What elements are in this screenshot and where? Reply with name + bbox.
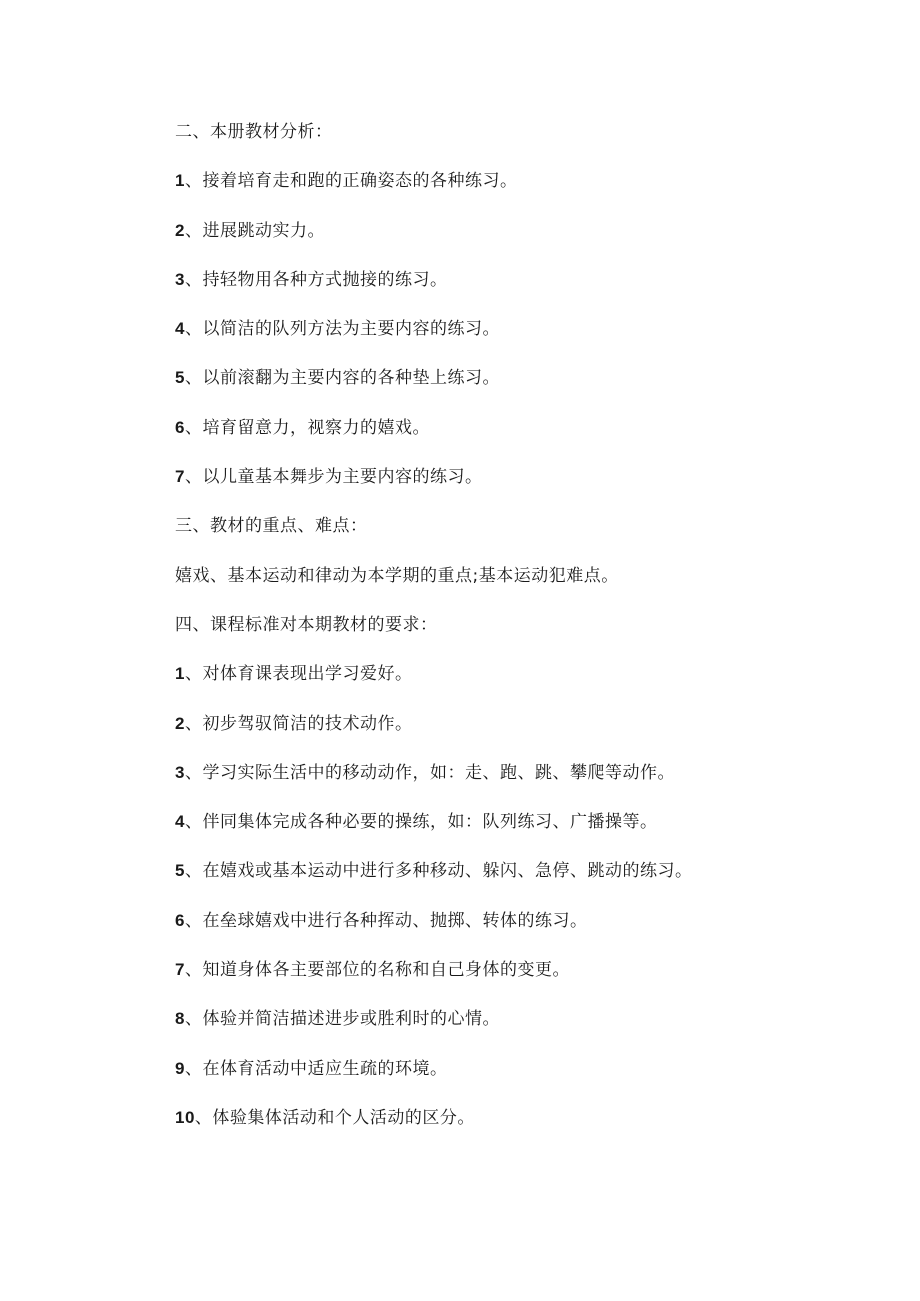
item-text: 、持轻物用各种方式抛接的练习。	[184, 269, 448, 290]
item-text: 、在体育活动中适应生疏的环境。	[184, 1058, 448, 1079]
list-item	[175, 1003, 875, 1052]
item-number: 6	[175, 417, 185, 437]
item-text: 、以儿童基本舞步为主要内容的练习。	[184, 467, 483, 488]
list-item	[175, 954, 875, 1003]
item-text: 、知道身体各主要部位的名称和自己身体的变更。	[184, 960, 570, 981]
list-item	[175, 855, 875, 904]
list-item	[175, 757, 875, 806]
item-number: 5	[175, 861, 185, 881]
list-item	[175, 658, 875, 707]
item-text: 、接着培育走和跑的正确姿态的各种练习。	[184, 171, 518, 192]
list-item	[175, 1053, 875, 1102]
item-number: 6	[175, 910, 185, 930]
item-text: 、体验并简洁描述进步或胜利时的心情。	[184, 1009, 500, 1030]
item-number: 9	[175, 1058, 185, 1078]
item-text: 、初步驾驭简洁的技术动作。	[184, 713, 413, 734]
item-number: 5	[175, 368, 185, 388]
item-number: 3	[175, 762, 185, 782]
section-2-heading: 二、本册教材分析：	[175, 122, 333, 142]
section-3-heading: 三、教材的重点、难点：	[175, 516, 368, 537]
item-number: 4	[175, 319, 185, 339]
item-text: 、学习实际生活中的移动动作，如：走、跑、跳、攀爬等动作。	[184, 762, 675, 783]
item-text: 、进展跳动实力。	[184, 220, 325, 241]
item-number: 2	[175, 713, 185, 733]
item-number: 1	[175, 664, 185, 684]
list-item	[175, 313, 875, 362]
list-item	[175, 1102, 875, 1151]
item-text: 、以前滚翻为主要内容的各种垫上练习。	[184, 368, 500, 389]
item-text: 、培育留意力，视察力的嬉戏。	[184, 417, 430, 438]
list-item	[175, 215, 875, 264]
section-3-text: 嬉戏、基本运动和律动为本学期的重点;基本运动犯难点。	[175, 565, 619, 586]
item-number: 1	[175, 171, 185, 191]
item-text: 、在嬉戏或基本运动中进行多种移动、躲闪、急停、跳动的练习。	[184, 861, 693, 882]
list-item	[175, 264, 875, 313]
list-item	[175, 412, 875, 461]
item-number: 7	[175, 467, 185, 487]
list-item	[175, 165, 875, 214]
item-text: 、伴同集体完成各种必要的操练，如：队列练习、广播操等。	[184, 812, 658, 833]
item-number: 8	[175, 1009, 185, 1029]
item-number: 10	[175, 1107, 195, 1127]
item-number: 4	[175, 812, 185, 832]
item-text: 、以简洁的队列方法为主要内容的练习。	[184, 319, 500, 340]
list-item	[175, 905, 875, 954]
document-body	[175, 116, 875, 1151]
item-text: 、在垒球嬉戏中进行各种挥动、抛掷、转体的练习。	[184, 910, 588, 931]
item-number: 7	[175, 960, 185, 980]
item-text: 、对体育课表现出学习爱好。	[184, 664, 413, 685]
list-item	[175, 362, 875, 411]
section-4-heading: 四、课程标准对本期教材的要求：	[175, 614, 438, 635]
list-item	[175, 806, 875, 855]
item-text: 、体验集体活动和个人活动的区分。	[194, 1107, 475, 1128]
list-item	[175, 708, 875, 757]
list-item	[175, 461, 875, 510]
item-number: 3	[175, 269, 185, 289]
item-number: 2	[175, 220, 185, 240]
